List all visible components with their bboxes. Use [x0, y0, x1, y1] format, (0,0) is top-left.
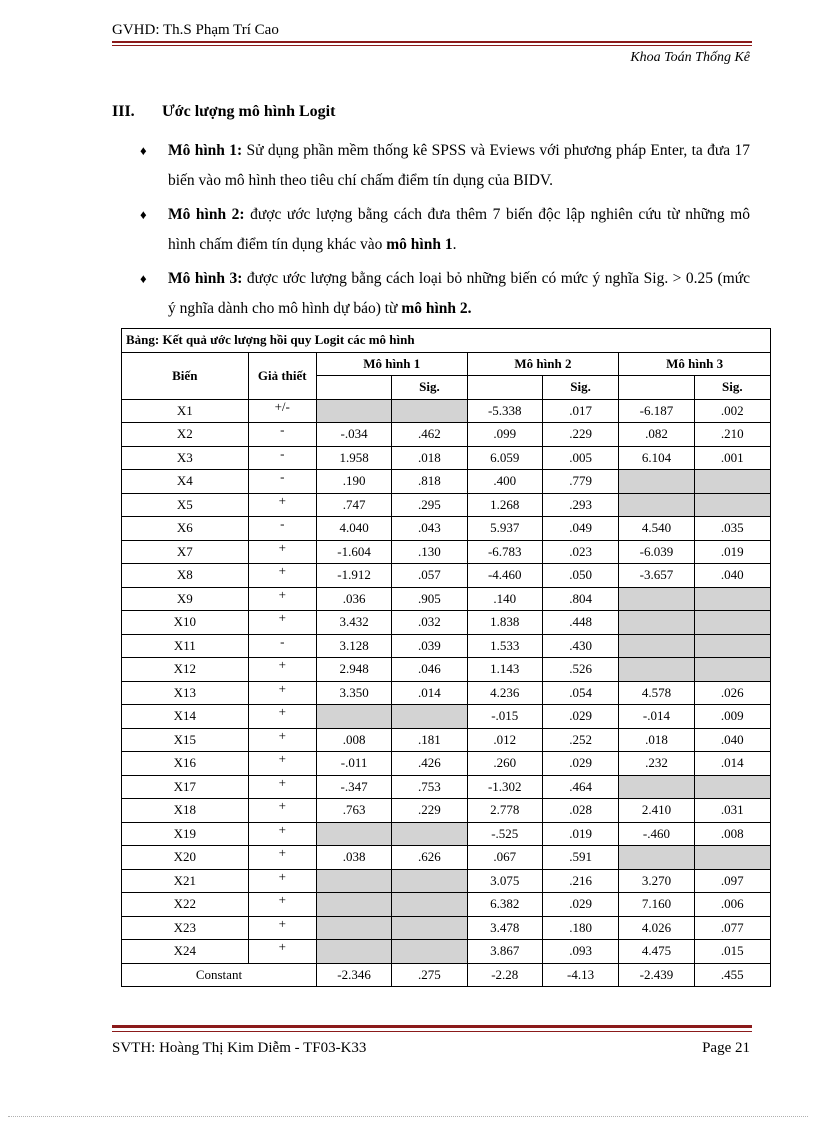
section-heading — [112, 103, 335, 121]
cell-coefficient-m3 — [619, 634, 694, 658]
cell-variable: X1 — [122, 399, 249, 423]
cell-hypothesis-sign: + — [248, 893, 316, 917]
cell-coefficient-m2: 2.778 — [467, 799, 542, 823]
cell-variable: X23 — [122, 916, 249, 940]
cell-sig-m2: .028 — [542, 799, 618, 823]
cell-variable: X17 — [122, 775, 249, 799]
cell-coefficient-m1: .008 — [316, 728, 391, 752]
cell-coefficient-m2: .260 — [467, 752, 542, 776]
cell-sig-m3: .015 — [694, 940, 770, 964]
cell-sig-m3 — [694, 611, 770, 635]
col-header-model-1: Mô hình 1 — [316, 352, 467, 376]
cell-hypothesis-sign: + — [248, 799, 316, 823]
cell-coefficient-m3: .018 — [619, 728, 694, 752]
cell-coefficient-m1: 1.958 — [316, 446, 391, 470]
cell-sig-m3: .014 — [694, 752, 770, 776]
cell-sig-m2: .526 — [542, 658, 618, 682]
bullet-model-1 — [140, 136, 750, 196]
cell-constant-coef-m3: -2.439 — [619, 963, 694, 987]
table-row — [122, 822, 771, 846]
bullet-bold: Mô hình 2: — [168, 206, 245, 223]
cell-sig-m2: .229 — [542, 423, 618, 447]
cell-sig-m3: .006 — [694, 893, 770, 917]
cell-sig-m2: .252 — [542, 728, 618, 752]
cell-hypothesis-sign: + — [248, 846, 316, 870]
bullet-bold: Mô hình 1: — [168, 142, 243, 159]
cell-sig-m3 — [694, 658, 770, 682]
cell-hypothesis-sign: + — [248, 869, 316, 893]
cell-coefficient-m3: -.014 — [619, 705, 694, 729]
bullet-text: được ước lượng bằng cách đưa thêm 7 biến độc lập nghiên cứu từ những mô hình chấm điểm tín dụng khác vào — [168, 206, 750, 253]
table-row — [122, 470, 771, 494]
cell-coefficient-m2: 6.382 — [467, 893, 542, 917]
cell-sig-m1 — [392, 705, 467, 729]
cell-sig-m1: .295 — [392, 493, 467, 517]
cell-sig-m2: .180 — [542, 916, 618, 940]
cell-coefficient-m2: -1.302 — [467, 775, 542, 799]
cell-sig-m1: .626 — [392, 846, 467, 870]
cell-sig-m3 — [694, 587, 770, 611]
footer-rule-thin — [112, 1031, 752, 1032]
cell-coefficient-m1: 2.948 — [316, 658, 391, 682]
cell-variable: X12 — [122, 658, 249, 682]
table-row — [122, 728, 771, 752]
cell-coefficient-m1: 3.350 — [316, 681, 391, 705]
cell-coefficient-m3: -.460 — [619, 822, 694, 846]
cell-coefficient-m2: 1.143 — [467, 658, 542, 682]
cell-sig-m2: .050 — [542, 564, 618, 588]
cell-coefficient-m1: .036 — [316, 587, 391, 611]
cell-hypothesis-sign: + — [248, 705, 316, 729]
table-row — [122, 634, 771, 658]
cell-hypothesis-sign: + — [248, 493, 316, 517]
col-header-coef-1 — [316, 376, 391, 400]
cell-hypothesis-sign: + — [248, 658, 316, 682]
cell-hypothesis-sign: + — [248, 728, 316, 752]
cell-coefficient-m2: -6.783 — [467, 540, 542, 564]
cell-sig-m2: .029 — [542, 893, 618, 917]
cell-coefficient-m3: 4.540 — [619, 517, 694, 541]
cell-hypothesis-sign: + — [248, 681, 316, 705]
cell-coefficient-m2: .400 — [467, 470, 542, 494]
cell-coefficient-m2: 1.533 — [467, 634, 542, 658]
cell-coefficient-m3: 4.026 — [619, 916, 694, 940]
model-descriptions — [140, 136, 750, 328]
cell-sig-m1: .818 — [392, 470, 467, 494]
diamond-bullet-icon: ♦ — [140, 271, 147, 286]
bullet-model-3 — [140, 264, 750, 324]
cell-sig-m2: .430 — [542, 634, 618, 658]
cell-hypothesis-sign: - — [248, 517, 316, 541]
cell-hypothesis-sign: - — [248, 423, 316, 447]
cell-sig-m3 — [694, 493, 770, 517]
table-row — [122, 423, 771, 447]
cell-coefficient-m3: 4.578 — [619, 681, 694, 705]
cell-sig-m3 — [694, 775, 770, 799]
cell-sig-m2: .017 — [542, 399, 618, 423]
table-row — [122, 916, 771, 940]
cell-coefficient-m2: 3.478 — [467, 916, 542, 940]
header-advisor: GVHD: Th.S Phạm Trí Cao — [112, 22, 279, 38]
cell-sig-m2: .448 — [542, 611, 618, 635]
cell-hypothesis-sign: + — [248, 752, 316, 776]
cell-coefficient-m1: .190 — [316, 470, 391, 494]
header-rule-thin — [112, 45, 752, 46]
cell-sig-m1 — [392, 822, 467, 846]
cell-sig-m3: .008 — [694, 822, 770, 846]
cell-sig-m1: .181 — [392, 728, 467, 752]
cell-coefficient-m2: 4.236 — [467, 681, 542, 705]
cell-coefficient-m2: .067 — [467, 846, 542, 870]
cell-constant-sig-m1: .275 — [392, 963, 467, 987]
cell-coefficient-m3: 4.475 — [619, 940, 694, 964]
cell-coefficient-m1 — [316, 869, 391, 893]
table-row-constant — [122, 963, 771, 987]
cell-variable: X24 — [122, 940, 249, 964]
bullet-tail: . — [452, 236, 457, 253]
cell-coefficient-m1: 3.128 — [316, 634, 391, 658]
cell-coefficient-m1 — [316, 705, 391, 729]
page-bottom-dotted-border — [8, 1116, 808, 1117]
cell-sig-m2: .029 — [542, 752, 618, 776]
page-number: Page 21 — [702, 1040, 750, 1056]
cell-constant-coef-m2: -2.28 — [467, 963, 542, 987]
cell-variable: X15 — [122, 728, 249, 752]
table-row — [122, 587, 771, 611]
cell-sig-m1 — [392, 940, 467, 964]
col-header-gia-thiet: Giả thiết — [248, 352, 316, 399]
cell-coefficient-m3 — [619, 493, 694, 517]
table-row — [122, 940, 771, 964]
cell-coefficient-m1 — [316, 940, 391, 964]
cell-sig-m1: .130 — [392, 540, 467, 564]
col-header-sig-2: Sig. — [542, 376, 618, 400]
cell-variable: X21 — [122, 869, 249, 893]
table-caption: Bảng: Kết quả ước lượng hồi quy Logit các mô hình — [122, 329, 771, 353]
cell-sig-m1: .014 — [392, 681, 467, 705]
table-row — [122, 869, 771, 893]
table-row — [122, 540, 771, 564]
cell-variable: X20 — [122, 846, 249, 870]
cell-variable: X2 — [122, 423, 249, 447]
cell-coefficient-m1 — [316, 893, 391, 917]
table-row — [122, 893, 771, 917]
cell-coefficient-m1 — [316, 399, 391, 423]
diamond-bullet-icon: ♦ — [140, 207, 147, 222]
table-row — [122, 517, 771, 541]
cell-constant-label: Constant — [122, 963, 317, 987]
cell-sig-m3 — [694, 846, 770, 870]
cell-sig-m2: .023 — [542, 540, 618, 564]
col-header-bien: Biến — [122, 352, 249, 399]
cell-variable: X4 — [122, 470, 249, 494]
cell-coefficient-m1: 3.432 — [316, 611, 391, 635]
cell-hypothesis-sign: - — [248, 470, 316, 494]
cell-hypothesis-sign: + — [248, 822, 316, 846]
cell-coefficient-m1: -.347 — [316, 775, 391, 799]
cell-coefficient-m3: 7.160 — [619, 893, 694, 917]
col-header-coef-2 — [467, 376, 542, 400]
cell-variable: X7 — [122, 540, 249, 564]
cell-sig-m1 — [392, 916, 467, 940]
diamond-bullet-icon: ♦ — [140, 143, 147, 158]
table-row — [122, 399, 771, 423]
cell-coefficient-m2: 1.838 — [467, 611, 542, 635]
cell-sig-m3: .001 — [694, 446, 770, 470]
cell-variable: X16 — [122, 752, 249, 776]
cell-variable: X14 — [122, 705, 249, 729]
cell-hypothesis-sign: + — [248, 540, 316, 564]
cell-sig-m3: .035 — [694, 517, 770, 541]
cell-coefficient-m2: .140 — [467, 587, 542, 611]
cell-coefficient-m3: .082 — [619, 423, 694, 447]
cell-coefficient-m3: 6.104 — [619, 446, 694, 470]
cell-coefficient-m3: 3.270 — [619, 869, 694, 893]
table-row — [122, 493, 771, 517]
header-faculty: Khoa Toán Thống Kê — [630, 50, 750, 65]
cell-coefficient-m3: .232 — [619, 752, 694, 776]
cell-coefficient-m1: .763 — [316, 799, 391, 823]
cell-sig-m1: .426 — [392, 752, 467, 776]
cell-sig-m3: .097 — [694, 869, 770, 893]
cell-sig-m2: .779 — [542, 470, 618, 494]
cell-hypothesis-sign: + — [248, 775, 316, 799]
col-header-sig-1: Sig. — [392, 376, 467, 400]
cell-hypothesis-sign: + — [248, 940, 316, 964]
cell-sig-m3: .210 — [694, 423, 770, 447]
cell-coefficient-m2: 3.075 — [467, 869, 542, 893]
cell-coefficient-m3 — [619, 611, 694, 635]
table-row — [122, 775, 771, 799]
cell-coefficient-m3: 2.410 — [619, 799, 694, 823]
cell-sig-m1: .753 — [392, 775, 467, 799]
bullet-bold-ref: mô hình 1 — [386, 236, 453, 253]
cell-variable: X6 — [122, 517, 249, 541]
cell-sig-m1: .905 — [392, 587, 467, 611]
cell-coefficient-m1 — [316, 916, 391, 940]
cell-variable: X11 — [122, 634, 249, 658]
cell-coefficient-m3: -3.657 — [619, 564, 694, 588]
table-row — [122, 752, 771, 776]
cell-coefficient-m3: -6.039 — [619, 540, 694, 564]
cell-sig-m2: .804 — [542, 587, 618, 611]
cell-hypothesis-sign: + — [248, 916, 316, 940]
cell-coefficient-m1: -1.604 — [316, 540, 391, 564]
bullet-bold-ref: mô hình 2. — [401, 300, 472, 317]
cell-coefficient-m1: -.034 — [316, 423, 391, 447]
table-row — [122, 681, 771, 705]
cell-coefficient-m1: 4.040 — [316, 517, 391, 541]
cell-sig-m2: .464 — [542, 775, 618, 799]
cell-sig-m2: .054 — [542, 681, 618, 705]
cell-sig-m3: .026 — [694, 681, 770, 705]
cell-sig-m1: .018 — [392, 446, 467, 470]
cell-constant-sig-m3: .455 — [694, 963, 770, 987]
footer-student: SVTH: Hoàng Thị Kim Diễm - TF03-K33 — [112, 1040, 367, 1056]
cell-hypothesis-sign: - — [248, 634, 316, 658]
cell-hypothesis-sign: + — [248, 611, 316, 635]
cell-sig-m3: .002 — [694, 399, 770, 423]
cell-sig-m3: .077 — [694, 916, 770, 940]
cell-sig-m1: .032 — [392, 611, 467, 635]
cell-hypothesis-sign: + — [248, 564, 316, 588]
cell-coefficient-m2: .012 — [467, 728, 542, 752]
cell-coefficient-m1: -.011 — [316, 752, 391, 776]
cell-coefficient-m3 — [619, 470, 694, 494]
cell-sig-m1: .057 — [392, 564, 467, 588]
cell-sig-m1: .229 — [392, 799, 467, 823]
cell-coefficient-m2: 6.059 — [467, 446, 542, 470]
cell-coefficient-m2: -4.460 — [467, 564, 542, 588]
cell-sig-m2: .293 — [542, 493, 618, 517]
cell-sig-m1 — [392, 869, 467, 893]
section-number: III. — [112, 103, 135, 120]
cell-coefficient-m3 — [619, 775, 694, 799]
cell-sig-m2: .005 — [542, 446, 618, 470]
table-row — [122, 799, 771, 823]
cell-variable: X8 — [122, 564, 249, 588]
cell-variable: X22 — [122, 893, 249, 917]
table-row — [122, 846, 771, 870]
bullet-text: Sử dụng phần mềm thống kê SPSS và Eviews với phương pháp Enter, ta đưa 17 biến vào mô hình theo tiêu chí chấm điểm tín dụng của BIDV. — [168, 142, 750, 189]
cell-constant-coef-m1: -2.346 — [316, 963, 391, 987]
bullet-bold: Mô hình 3: — [168, 270, 243, 287]
cell-sig-m3: .009 — [694, 705, 770, 729]
cell-coefficient-m1: .038 — [316, 846, 391, 870]
cell-coefficient-m2: .099 — [467, 423, 542, 447]
cell-constant-sig-m2: -4.13 — [542, 963, 618, 987]
cell-coefficient-m1: -1.912 — [316, 564, 391, 588]
bullet-text: được ước lượng bằng cách loại bỏ những biến có mức ý nghĩa Sig. > 0.25 (mức ý nghĩa dành cho mô hình dự báo) từ — [168, 270, 750, 317]
section-title: Ước lượng mô hình Logit — [162, 103, 336, 120]
cell-variable: X5 — [122, 493, 249, 517]
col-header-coef-3 — [619, 376, 694, 400]
cell-coefficient-m3 — [619, 846, 694, 870]
table-row — [122, 611, 771, 635]
cell-sig-m1: .462 — [392, 423, 467, 447]
cell-coefficient-m2: 3.867 — [467, 940, 542, 964]
logit-results-table — [121, 328, 771, 987]
cell-coefficient-m1: .747 — [316, 493, 391, 517]
cell-sig-m3: .040 — [694, 728, 770, 752]
table-body — [122, 399, 771, 987]
cell-sig-m1: .039 — [392, 634, 467, 658]
cell-variable: X18 — [122, 799, 249, 823]
cell-coefficient-m3 — [619, 658, 694, 682]
col-header-model-3: Mô hình 3 — [619, 352, 771, 376]
cell-sig-m2: .019 — [542, 822, 618, 846]
cell-sig-m2: .591 — [542, 846, 618, 870]
cell-sig-m1: .046 — [392, 658, 467, 682]
cell-variable: X19 — [122, 822, 249, 846]
cell-hypothesis-sign: + — [248, 587, 316, 611]
table-row — [122, 658, 771, 682]
cell-sig-m2: .029 — [542, 705, 618, 729]
cell-variable: X9 — [122, 587, 249, 611]
cell-variable: X13 — [122, 681, 249, 705]
bullet-model-2 — [140, 200, 750, 260]
col-header-model-2: Mô hình 2 — [467, 352, 619, 376]
col-header-sig-3: Sig. — [694, 376, 770, 400]
cell-hypothesis-sign: - — [248, 446, 316, 470]
cell-hypothesis-sign: +/- — [248, 399, 316, 423]
cell-sig-m2: .093 — [542, 940, 618, 964]
cell-coefficient-m2: -.525 — [467, 822, 542, 846]
cell-sig-m2: .049 — [542, 517, 618, 541]
footer-rule — [112, 1025, 752, 1028]
table-row — [122, 705, 771, 729]
cell-coefficient-m3 — [619, 587, 694, 611]
cell-sig-m3 — [694, 470, 770, 494]
cell-sig-m3: .040 — [694, 564, 770, 588]
cell-coefficient-m1 — [316, 822, 391, 846]
header-rule — [112, 41, 752, 43]
cell-sig-m1 — [392, 893, 467, 917]
cell-sig-m3: .019 — [694, 540, 770, 564]
table-row — [122, 446, 771, 470]
cell-sig-m1: .043 — [392, 517, 467, 541]
cell-coefficient-m3: -6.187 — [619, 399, 694, 423]
cell-coefficient-m2: -.015 — [467, 705, 542, 729]
cell-sig-m3 — [694, 634, 770, 658]
cell-sig-m1 — [392, 399, 467, 423]
cell-sig-m2: .216 — [542, 869, 618, 893]
cell-coefficient-m2: 1.268 — [467, 493, 542, 517]
table-row — [122, 564, 771, 588]
cell-coefficient-m2: -5.338 — [467, 399, 542, 423]
cell-variable: X3 — [122, 446, 249, 470]
cell-coefficient-m2: 5.937 — [467, 517, 542, 541]
cell-sig-m3: .031 — [694, 799, 770, 823]
cell-variable: X10 — [122, 611, 249, 635]
